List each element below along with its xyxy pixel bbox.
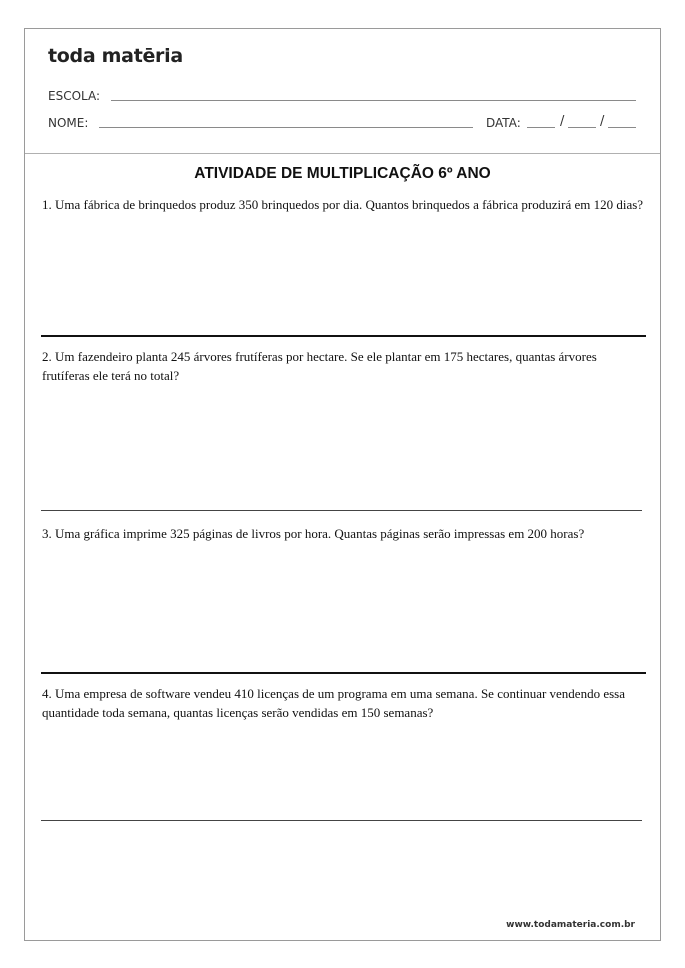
answer-divider-1 [41,335,646,337]
question-4: 4. Uma empresa de software vendeu 410 licenças de um programa em uma semana. Se continuar vendendo essa quantidade toda semana, quantas licenças serão vendidas em 150 semanas? [42,686,625,720]
nome-line[interactable] [99,127,473,128]
question-2: 2. Um fazendeiro planta 245 árvores frutíferas por hectare. Se ele plantar em 175 hectares, quantas árvores frutíferas ele terá no total? [42,349,597,383]
date-slash-1: / [560,114,565,129]
worksheet-page [24,28,661,941]
date-month-line[interactable] [568,127,596,128]
question-3: 3. Uma gráfica imprime 325 páginas de livros por hora. Quantas páginas serão impressas em 200 horas? [42,526,585,541]
footer-url[interactable]: www.todamateria.com.br [506,920,635,930]
brand-logo: toda matēria [48,45,183,67]
data-label: DATA: [486,116,521,130]
header-separator [25,153,660,154]
date-day-line[interactable] [527,127,555,128]
question-1: 1. Uma fábrica de brinquedos produz 350 brinquedos por dia. Quantos brinquedos a fábrica produzirá em 120 dias? [42,197,644,212]
escola-label: ESCOLA: [48,89,101,103]
date-year-line[interactable] [608,127,636,128]
answer-divider-2 [41,510,642,511]
nome-label: NOME: [48,116,89,130]
date-slash-2: / [600,114,605,129]
escola-line[interactable] [111,100,636,101]
answer-divider-4 [41,820,642,821]
worksheet-title: ATIVIDADE DE MULTIPLICAÇÃO 6º ANO [194,165,491,182]
answer-divider-3 [41,672,646,674]
